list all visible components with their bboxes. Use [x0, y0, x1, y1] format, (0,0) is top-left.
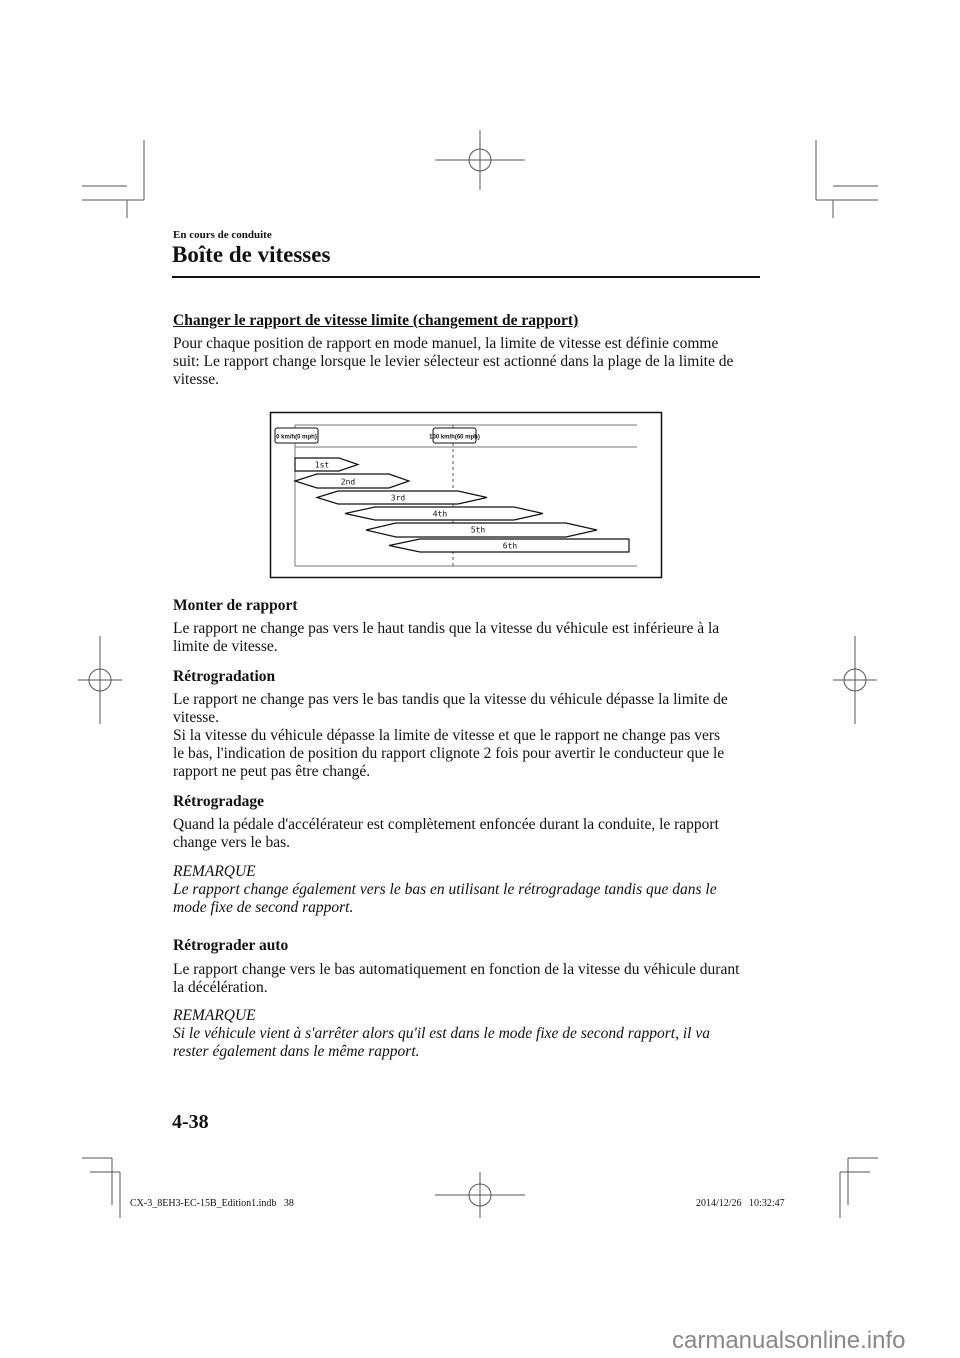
- paragraph-line: Pour chaque position de rapport en mode manuel, la limite de vitesse est définie comme: [173, 335, 719, 352]
- gear-label: 4th: [432, 509, 448, 519]
- file-info: CX-3_8EH3-EC-15B_Edition1.indb 38: [130, 1198, 294, 1209]
- paragraph-line: suit: Le rapport change lorsque le levier sélecteur est actionné dans la plage de la limite de: [173, 353, 734, 370]
- speed-label-100: 100 km/h(60 mph): [429, 434, 480, 441]
- gear-label: 2nd: [340, 477, 356, 487]
- section-heading: Changer le rapport de vitesse limite (changement de rapport): [173, 312, 579, 329]
- gear-label: 5th: [470, 525, 486, 535]
- watermark: carmanualsonline.info: [672, 1327, 906, 1354]
- section-heading: Rétrograder auto: [173, 937, 289, 954]
- gear-label: 6th: [502, 541, 518, 551]
- note-title: REMARQUE: [173, 863, 256, 880]
- paragraph-line: vitesse.: [173, 709, 220, 726]
- section-heading: Monter de rapport: [173, 597, 298, 614]
- section-heading: Rétrogradage: [173, 793, 264, 810]
- registration-mark-left: [78, 636, 122, 724]
- gear-label: 1st: [314, 460, 330, 470]
- note-line: rester également dans le même rapport.: [173, 1043, 420, 1060]
- paragraph-line: Le rapport change vers le bas automatiquement en fonction de la vitesse du véhicule durant: [173, 961, 740, 978]
- gear-speed-diagram: [0, 0, 960, 600]
- paragraph-line: la décélération.: [173, 979, 268, 996]
- print-date: 2014/12/26 10:32:47: [696, 1198, 785, 1209]
- note-line: Si le véhicule vient à s'arrêter alors qu'il est dans le mode fixe de second rapport, il va: [173, 1025, 710, 1042]
- speed-label-0: 0 km/h(0 mph): [276, 434, 317, 441]
- section-label: En cours de conduite: [173, 229, 272, 241]
- note-line: mode fixe de second rapport.: [173, 899, 354, 916]
- paragraph-line: Le rapport ne change pas vers le bas tandis que la vitesse du véhicule dépasse la limite de: [173, 691, 728, 708]
- page-number: 4-38: [172, 1111, 209, 1133]
- paragraph-line: Le rapport ne change pas vers le haut tandis que la vitesse du véhicule est inférieure à la: [173, 620, 720, 637]
- note-title: REMARQUE: [173, 1007, 256, 1024]
- registration-mark-right: [833, 636, 877, 724]
- section-heading: Rétrogradation: [173, 668, 276, 685]
- paragraph-line: Si la vitesse du véhicule dépasse la limite de vitesse et que le rapport ne change pas vers: [173, 727, 721, 744]
- paragraph-line: le bas, l'indication de position du rapport clignote 2 fois pour avertir le conducteur que le: [173, 745, 725, 762]
- paragraph-line: change vers le bas.: [173, 834, 291, 851]
- paragraph-line: rapport ne peut pas être changé.: [173, 763, 371, 780]
- paragraph-line: vitesse.: [173, 371, 220, 388]
- registration-mark-bottom: [435, 1172, 525, 1218]
- gear-label: 3rd: [390, 493, 406, 503]
- note-line: Le rapport change également vers le bas en utilisant le rétrogradage tandis que dans le: [173, 881, 717, 898]
- paragraph-line: limite de vitesse.: [173, 638, 278, 655]
- paragraph-line: Quand la pédale d'accélérateur est complètement enfoncée durant la conduite, le rapport: [173, 816, 719, 833]
- page-title: Boîte de vitesses: [172, 242, 331, 267]
